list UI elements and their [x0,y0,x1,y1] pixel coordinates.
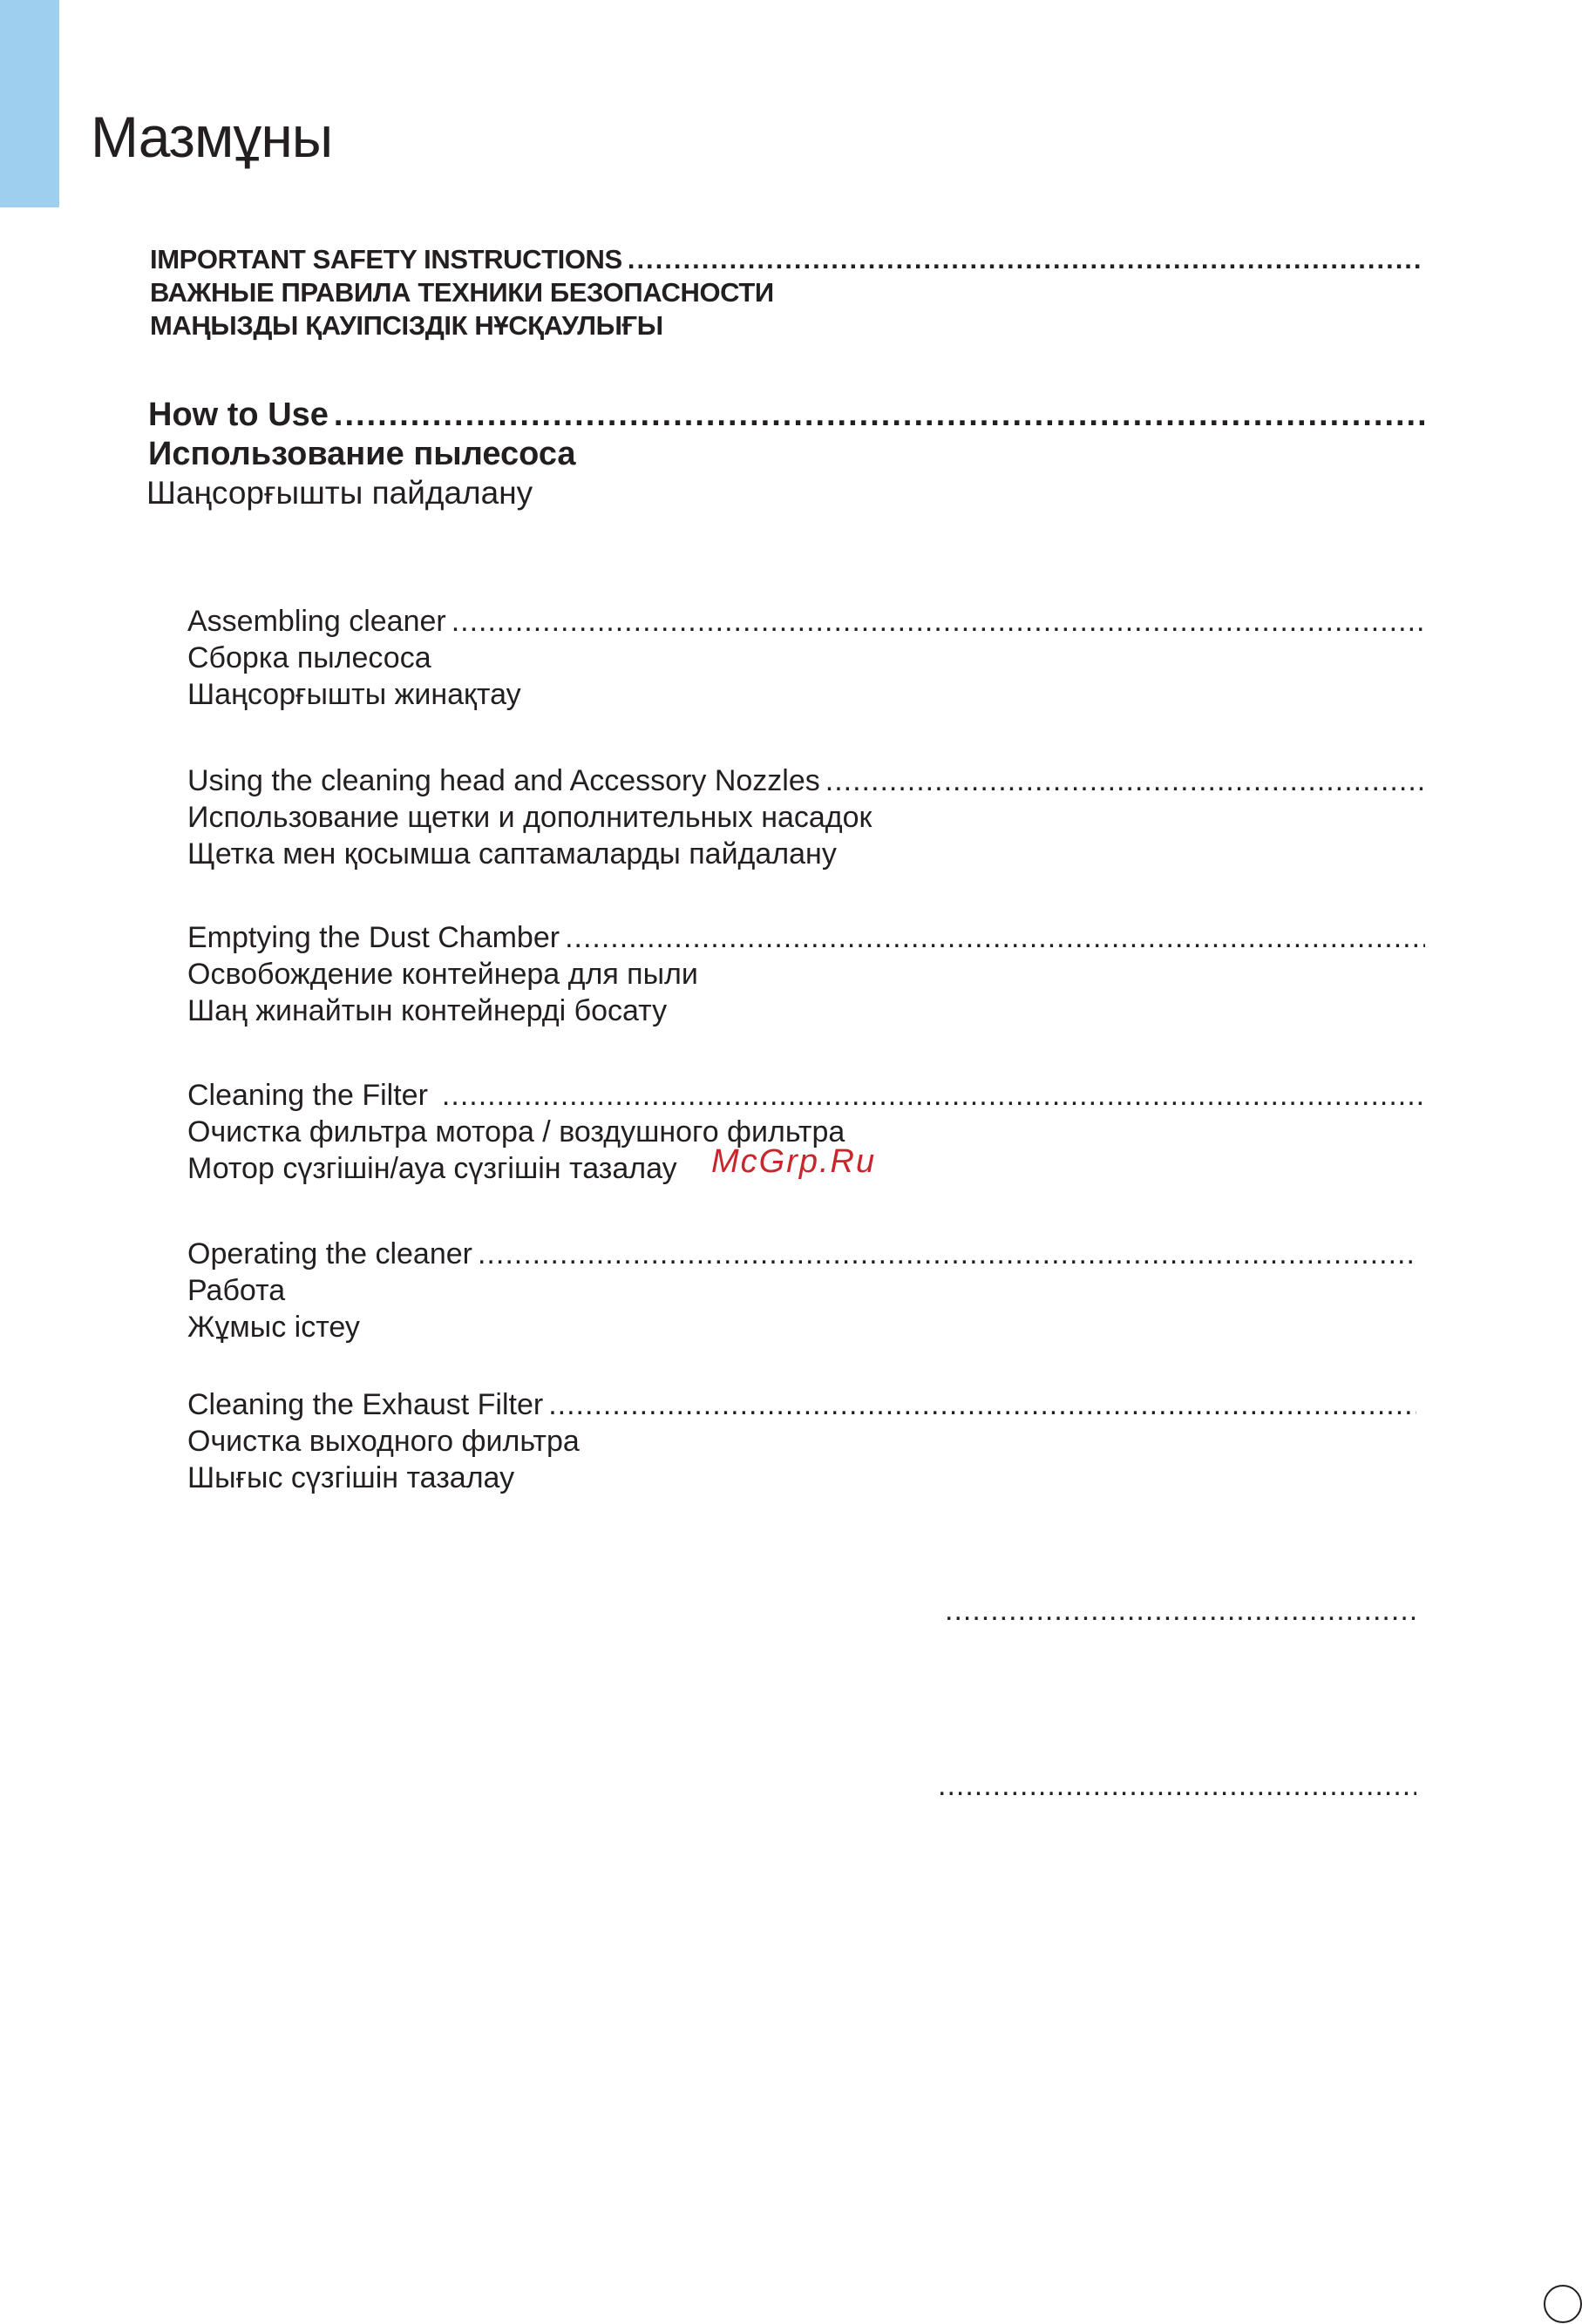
toc-entry-safety[interactable] [150,243,1424,342]
toc-item-dust-chamber[interactable] [187,919,1425,1029]
watermark: McGrp.Ru [711,1143,877,1180]
toc-item-title-ru: Сборка пылесоса [187,641,431,674]
toc-item-title-ru: Использование щетки и дополнительных насадок [187,801,872,834]
toc-item-title-kk: Мотор сүзгішін/ауа сүзгішін тазалау [187,1152,677,1185]
toc-item-exhaust-filter[interactable] [187,1386,1416,1496]
dot-leader [825,762,1425,799]
toc-entry-how-to-use[interactable] [148,396,1424,512]
toc-entry-title-ru: ВАЖНЫЕ ПРАВИЛА ТЕХНИКИ БЕЗОПАСНОСТИ [150,277,774,308]
toc-item-title-en: Cleaning the Exhaust Filter [187,1388,544,1421]
toc-item-title-ru: Освобождение контейнера для пыли [187,958,698,991]
dot-leader [565,919,1425,956]
toc-item-title-en: Emptying the Dust Chamber [187,921,560,954]
dot-leader [628,243,1424,276]
toc-item-title-kk: Шаң жинайтын контейнерді босату [187,994,668,1027]
dot-leader [442,1077,1425,1114]
toc-item-title-ru: Очистка фильтра мотора / воздушного фильтра [187,1115,845,1148]
toc-item-operating[interactable] [187,1236,1416,1345]
toc-entry-title-kk: МАҢЫЗДЫ ҚАУІПСІЗДІК НҰСҚАУЛЫҒЫ [150,310,663,341]
toc-item-title-en: Using the cleaning head and Accessory Nozzles [187,764,820,797]
toc-item-title-kk: Жұмыс істеу [187,1311,360,1344]
toc-item-title-en: Assembling cleaner [187,605,446,638]
toc-entry-title-en: IMPORTANT SAFETY INSTRUCTIONS [150,244,622,274]
toc-item-title-en: Operating the cleaner [187,1237,472,1270]
toc-item-title-kk: Шаңсорғышты жинақтау [187,678,521,711]
toc-entry-title-en: How to Use [148,396,329,433]
toc-item-cleaning-head[interactable] [187,762,1425,872]
toc-leader-unlabeled-2 [938,1767,1416,1804]
toc-item-title-ru: Очистка выходного фильтра [187,1425,580,1458]
dot-leader [548,1386,1416,1423]
dot-leader [334,396,1424,434]
toc-item-assembling[interactable] [187,603,1425,713]
dot-leader [478,1236,1416,1272]
toc-entry-title-ru: Использование пылесоса [148,436,576,472]
dot-leader [452,603,1425,640]
toc-item-title-ru: Работа [187,1274,286,1307]
toc-item-title-kk: Щетка мен қосымша саптамаларды пайдалану [187,837,837,871]
toc-item-title-en: Cleaning the Filter [187,1079,428,1112]
toc-entry-title-kk: Шаңсорғышты пайдалану [146,475,533,511]
dot-leader [945,1592,1416,1629]
toc-item-title-kk: Шығыс сүзгішін тазалау [187,1461,515,1494]
page-number-circle [1544,2285,1582,2323]
dot-leader [938,1767,1416,1804]
toc-leader-unlabeled-1 [945,1592,1416,1629]
page-title: Мазмұны [91,105,333,169]
